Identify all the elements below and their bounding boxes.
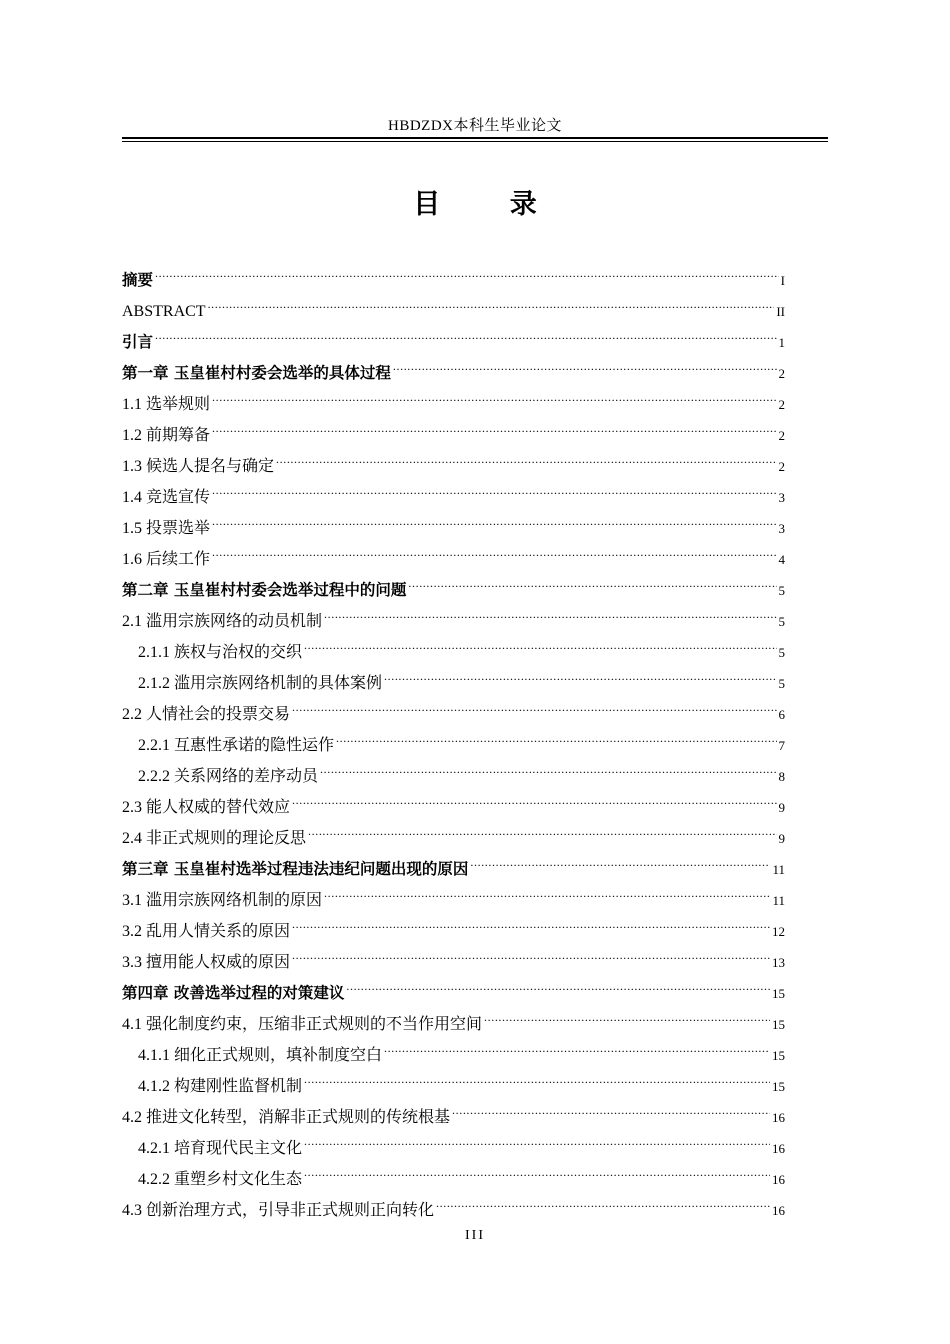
toc-dot-leader — [304, 1153, 770, 1184]
toc-dot-leader — [408, 564, 776, 595]
toc-entry-page: 2 — [778, 397, 785, 412]
toc-dot-leader — [308, 812, 776, 843]
toc-entry[interactable] — [122, 378, 785, 413]
header-rule-thick — [122, 137, 828, 139]
toc-dot-leader — [212, 471, 776, 502]
toc-entry-page: 8 — [778, 769, 785, 784]
toc-entry-label: 4.2.2 重塑乡村文化生态 — [138, 1171, 303, 1188]
toc-entry-label: 3.1 滥用宗族网络机制的原因 — [122, 892, 323, 909]
toc-entry-label: 2.2.1 互惠性承诺的隐性运作 — [138, 737, 335, 754]
toc-dot-leader — [304, 626, 776, 657]
toc-dot-leader — [212, 502, 776, 533]
toc-entry-page: 5 — [778, 614, 785, 629]
toc-dot-leader — [292, 781, 776, 812]
toc-entry-page: 1 — [778, 335, 785, 350]
toc-entry-label: 第一章 玉皇崔村村委会选举的具体过程 — [122, 364, 391, 382]
toc-entry-label: 4.3 创新治理方式，引导非正式规则正向转化 — [122, 1202, 435, 1219]
toc-entry-page: 12 — [772, 924, 785, 939]
toc-dot-leader — [324, 595, 776, 626]
toc-entry-page: 3 — [778, 490, 785, 505]
toc-entry-label: 4.2 推进文化转型，消解非正式规则的传统根基 — [122, 1109, 451, 1126]
toc-entry-page: 15 — [772, 986, 785, 1001]
toc-dot-leader — [212, 533, 776, 564]
toc-entry-page: I — [780, 273, 785, 288]
toc-dot-leader — [336, 719, 776, 750]
toc-entry-label: 4.1 强化制度约束，压缩非正式规则的不当作用空间 — [122, 1016, 483, 1033]
toc-dot-leader — [212, 409, 776, 440]
toc-dot-leader — [276, 440, 776, 471]
toc-entry-page: 11 — [772, 893, 785, 908]
toc-dot-leader — [292, 688, 776, 719]
toc-entry-label: 1.2 前期筹备 — [122, 427, 211, 444]
toc-dot-leader — [155, 316, 776, 347]
toc-entry-page: 16 — [772, 1141, 785, 1156]
toc-dot-leader — [436, 1184, 770, 1215]
toc-entry-page: 15 — [772, 1079, 785, 1094]
toc-entry[interactable] — [122, 285, 785, 320]
toc-entry[interactable] — [122, 316, 785, 351]
toc-entry-page: 4 — [778, 552, 785, 567]
toc-entry-label: 2.2 人情社会的投票交易 — [122, 706, 291, 723]
toc-dot-leader — [346, 967, 770, 998]
toc-entry-label: 4.2.1 培育现代民主文化 — [138, 1140, 303, 1157]
toc-entry-label: 引言 — [122, 333, 154, 351]
toc-entry-page: 13 — [772, 955, 785, 970]
header-rule-thin — [122, 141, 828, 142]
toc-entry-page: 9 — [778, 831, 785, 846]
toc-entry-label: 4.1.1 细化正式规则，填补制度空白 — [138, 1047, 383, 1064]
page-number: III — [465, 1228, 485, 1243]
toc-entry-label: 2.2.2 关系网络的差序动员 — [138, 768, 319, 785]
toc-entry-label: 2.3 能人权威的替代效应 — [122, 799, 291, 816]
toc-entry[interactable] — [122, 471, 785, 506]
toc-entry-label: 2.1.1 族权与治权的交织 — [138, 644, 303, 661]
toc-entry-page: 16 — [772, 1203, 785, 1218]
toc-entry[interactable] — [122, 254, 785, 289]
toc-entry-page: 2 — [778, 428, 785, 443]
toc-entry[interactable] — [122, 409, 785, 444]
table-of-contents — [122, 254, 785, 1219]
toc-entry-label: 1.6 后续工作 — [122, 551, 211, 568]
running-header: HBDZDX本科生毕业论文 — [388, 118, 562, 134]
toc-entry-page: 7 — [778, 738, 785, 753]
toc-entry-label: 3.2 乱用人情关系的原因 — [122, 923, 291, 940]
toc-entry[interactable] — [122, 564, 785, 599]
toc-entry-label: 3.3 擅用能人权威的原因 — [122, 954, 291, 971]
toc-dot-leader — [470, 843, 770, 874]
toc-entry-page: 3 — [778, 521, 785, 536]
toc-entry[interactable] — [122, 502, 785, 537]
toc-entry-page: 9 — [778, 800, 785, 815]
toc-entry-label: 第三章 玉皇崔村选举过程违法违纪问题出现的原因 — [122, 860, 469, 878]
toc-dot-leader — [384, 657, 776, 688]
toc-entry-page: 15 — [772, 1017, 785, 1032]
toc-entry-page: 11 — [772, 862, 785, 877]
toc-entry-page: 16 — [772, 1110, 785, 1125]
toc-entry-label: 摘要 — [122, 271, 154, 289]
toc-entry-page: 5 — [778, 583, 785, 598]
toc-entry-page: 2 — [778, 459, 785, 474]
toc-entry-page: 6 — [778, 707, 785, 722]
toc-dot-leader — [208, 285, 775, 316]
toc-dot-leader — [384, 1029, 770, 1060]
toc-dot-leader — [212, 378, 776, 409]
toc-dot-leader — [155, 254, 779, 285]
toc-dot-leader — [292, 936, 770, 967]
toc-entry-page: II — [776, 304, 785, 319]
toc-entry-label: 1.4 竞选宣传 — [122, 489, 211, 506]
toc-entry-page: 16 — [772, 1172, 785, 1187]
toc-entry-label: 第四章 改善选举过程的对策建议 — [122, 984, 345, 1002]
toc-entry-label: 4.1.2 构建刚性监督机制 — [138, 1078, 303, 1095]
toc-entry-label: 2.4 非正式规则的理论反思 — [122, 830, 307, 847]
toc-entry[interactable] — [122, 347, 785, 382]
toc-entry-label: 2.1.2 滥用宗族网络机制的具体案例 — [138, 675, 383, 692]
toc-entry[interactable] — [122, 440, 785, 475]
toc-entry-page: 2 — [778, 366, 785, 381]
toc-entry-page: 5 — [778, 676, 785, 691]
toc-entry-label: 1.5 投票选举 — [122, 520, 211, 537]
toc-entry-label: 第二章 玉皇崔村村委会选举过程中的问题 — [122, 581, 407, 599]
toc-dot-leader — [292, 905, 770, 936]
toc-entry-page: 5 — [778, 645, 785, 660]
toc-dot-leader — [324, 874, 770, 905]
toc-dot-leader — [484, 998, 770, 1029]
toc-title: 目 录 — [413, 189, 567, 220]
toc-entry-page: 15 — [772, 1048, 785, 1063]
toc-dot-leader — [452, 1091, 770, 1122]
toc-entry[interactable] — [122, 533, 785, 568]
toc-entry-label: 1.1 选举规则 — [122, 396, 211, 413]
toc-entry-label: 2.1 滥用宗族网络的动员机制 — [122, 613, 323, 630]
toc-dot-leader — [320, 750, 776, 781]
toc-dot-leader — [393, 347, 777, 378]
toc-entry-label: ABSTRACT — [122, 303, 206, 320]
toc-dot-leader — [304, 1060, 770, 1091]
toc-entry-label: 1.3 候选人提名与确定 — [122, 458, 275, 475]
toc-dot-leader — [304, 1122, 770, 1153]
